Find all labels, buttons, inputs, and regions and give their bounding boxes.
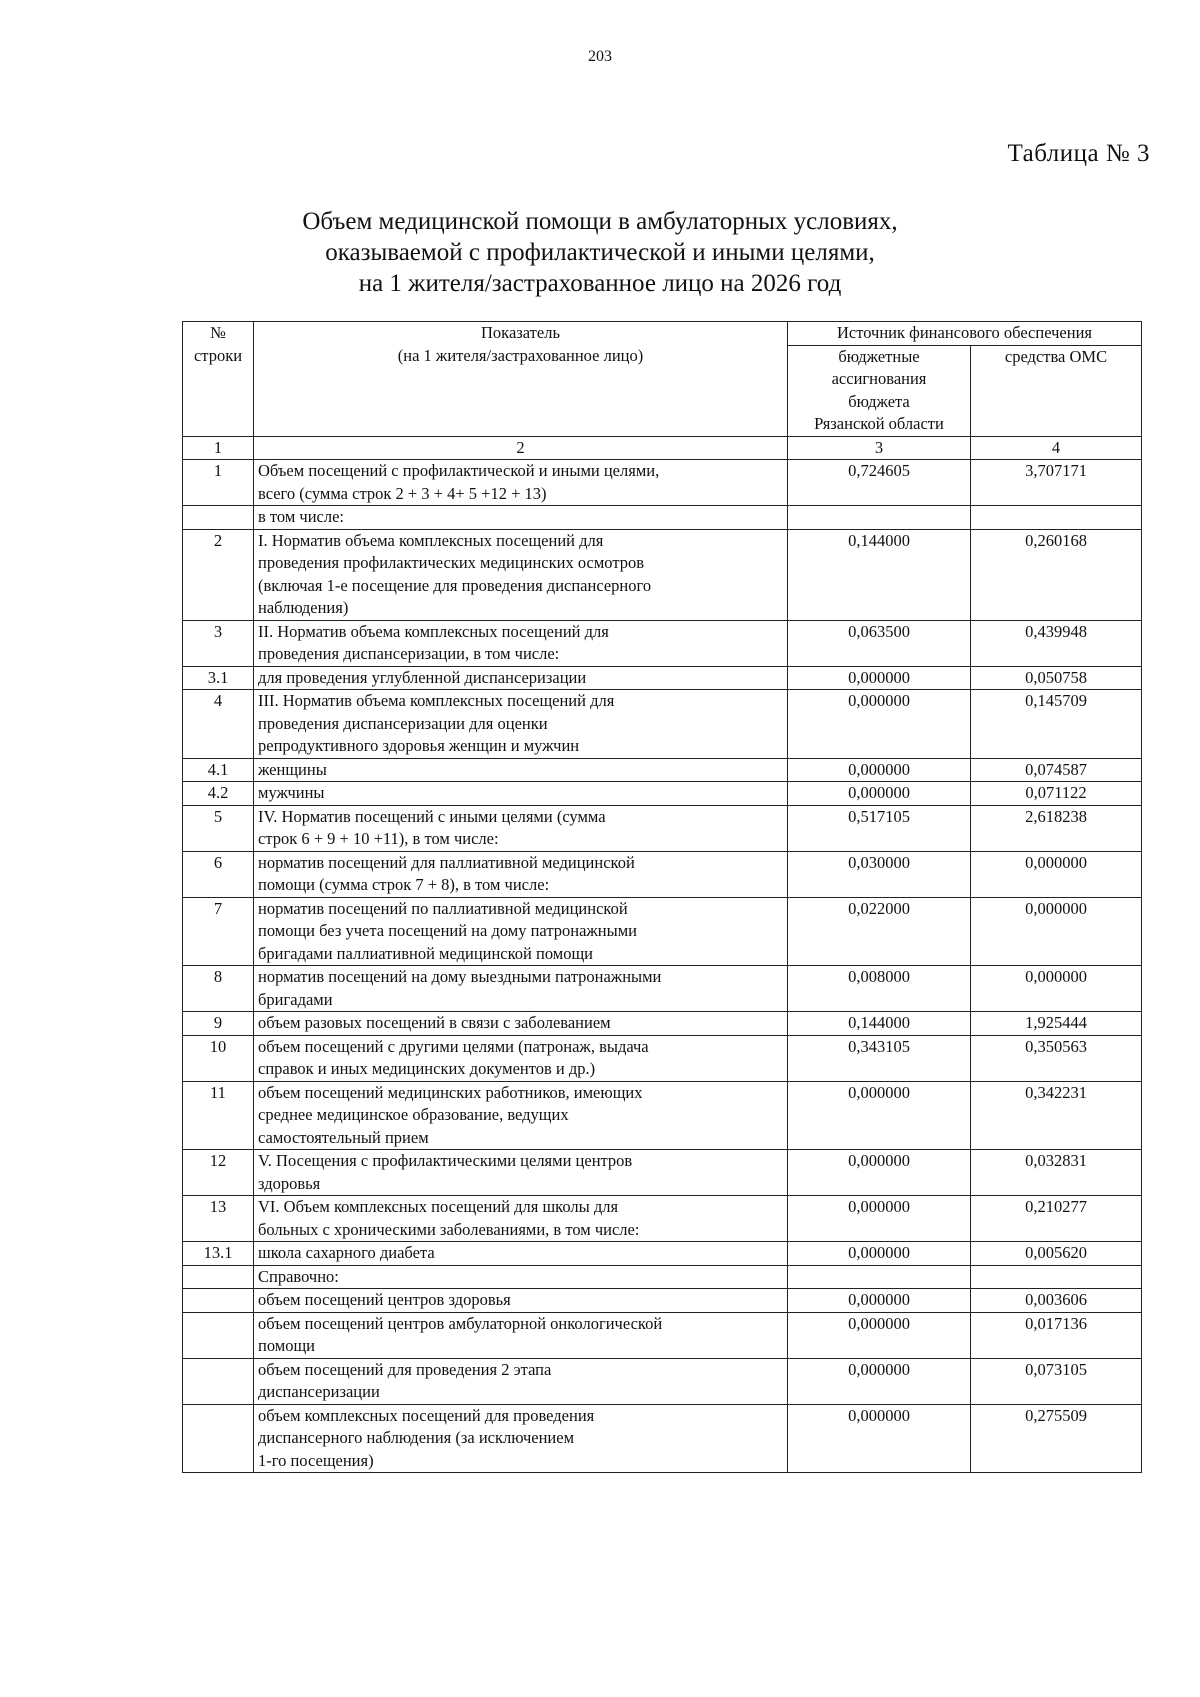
- indicator-cell: [254, 966, 788, 1012]
- indicator-text: Объем посещений с профилактической и иными целями,: [258, 461, 660, 480]
- row-number: 4.1: [183, 758, 254, 782]
- indicator-text: II. Норматив объема комплексных посещений для: [258, 621, 609, 641]
- budget-value: 0,000000: [788, 1150, 971, 1196]
- budget-value: 0,000000: [788, 1081, 971, 1150]
- row-number: 7: [183, 897, 254, 966]
- budget-value: 0,000000: [788, 758, 971, 782]
- table-row: [183, 1404, 1142, 1473]
- indicator-cell: [254, 782, 788, 806]
- oms-value: 0,439948: [971, 620, 1142, 666]
- header-funding-source: Источник финансового обеспечения: [788, 322, 1142, 346]
- row-number: [183, 1289, 254, 1313]
- row-number: [183, 1358, 254, 1404]
- indicator-text: объем посещений медицинских работников, имеющих: [258, 1082, 643, 1102]
- oms-value: 0,275509: [971, 1404, 1142, 1473]
- budget-value: 0,008000: [788, 966, 971, 1012]
- row-number: [183, 1404, 254, 1473]
- indicator-text: объем посещений центров амбулаторной онкологической: [258, 1313, 663, 1333]
- indicator-text: Справочно:: [258, 1266, 339, 1286]
- indicator-text: норматив посещений на дому выездными патронажными: [258, 967, 662, 986]
- budget-value: [788, 506, 971, 530]
- indicator-cell: [254, 851, 788, 897]
- table-row: [183, 966, 1142, 1012]
- table-row: [183, 1312, 1142, 1358]
- budget-value: 0,000000: [788, 690, 971, 759]
- oms-value: 0,071122: [971, 782, 1142, 806]
- row-number: 13: [183, 1196, 254, 1242]
- title-line: оказываемой с профилактической и иными целями,: [325, 239, 875, 266]
- header-text: бюджетные: [838, 346, 920, 366]
- row-number: [183, 1265, 254, 1289]
- indicator-text: для проведения углубленной диспансеризации: [258, 667, 587, 687]
- table-row: [183, 460, 1142, 506]
- indicator-cell: [254, 460, 788, 506]
- budget-value: 0,343105: [788, 1035, 971, 1081]
- column-number-row: [183, 436, 1142, 460]
- oms-value: 0,073105: [971, 1358, 1142, 1404]
- budget-value: 0,000000: [788, 1404, 971, 1473]
- row-number: 4.2: [183, 782, 254, 806]
- indicator-text: наблюдения): [258, 598, 349, 617]
- table-row: [183, 1150, 1142, 1196]
- row-number: 4: [183, 690, 254, 759]
- table-body: [183, 460, 1142, 1473]
- table-row: [183, 1035, 1142, 1081]
- table-row: [183, 529, 1142, 620]
- table-row: [183, 620, 1142, 666]
- indicator-text: женщины: [258, 759, 327, 779]
- title-line: Объем медицинской помощи в амбулаторных условиях,: [302, 208, 898, 235]
- indicator-cell: [254, 805, 788, 851]
- table-row: [183, 805, 1142, 851]
- oms-value: 2,618238: [971, 805, 1142, 851]
- oms-value: 0,350563: [971, 1035, 1142, 1081]
- row-number: 6: [183, 851, 254, 897]
- indicator-cell: [254, 1150, 788, 1196]
- table-row: [183, 1265, 1142, 1289]
- indicator-text: проведения профилактических медицинских осмотров: [258, 553, 645, 572]
- oms-value: [971, 506, 1142, 530]
- row-number: 8: [183, 966, 254, 1012]
- oms-value: 0,260168: [971, 529, 1142, 620]
- volume-table: [182, 321, 1142, 1473]
- row-number: 1: [183, 460, 254, 506]
- row-number: 2: [183, 529, 254, 620]
- oms-value: 0,000000: [971, 897, 1142, 966]
- indicator-text: проведения диспансеризации, в том числе:: [258, 644, 560, 663]
- table-row: [183, 690, 1142, 759]
- table-row: [183, 1012, 1142, 1036]
- indicator-text: мужчины: [258, 783, 325, 802]
- oms-value: 0,342231: [971, 1081, 1142, 1150]
- budget-value: 0,000000: [788, 1289, 971, 1313]
- table-row: [183, 506, 1142, 530]
- budget-value: 0,000000: [788, 1312, 971, 1358]
- budget-value: 0,000000: [788, 1242, 971, 1266]
- indicator-cell: [254, 897, 788, 966]
- budget-value: 0,030000: [788, 851, 971, 897]
- indicator-text: среднее медицинское образование, ведущих: [258, 1105, 569, 1124]
- budget-value: 0,724605: [788, 460, 971, 506]
- row-number: 3.1: [183, 666, 254, 690]
- indicator-text: помощи без учета посещений на дому патронажными: [258, 921, 637, 940]
- row-number: [183, 506, 254, 530]
- table-row: [183, 897, 1142, 966]
- indicator-text: всего (сумма строк 2 + 3 + 4+ 5 +12 + 13): [258, 483, 547, 503]
- row-number: 5: [183, 805, 254, 851]
- indicator-text: норматив посещений для паллиативной медицинской: [258, 852, 635, 872]
- budget-value: 0,517105: [788, 805, 971, 851]
- indicator-cell: [254, 506, 788, 530]
- indicator-cell: [254, 1081, 788, 1150]
- indicator-text: VI. Объем комплексных посещений для школы для: [258, 1197, 619, 1216]
- column-number: 1: [183, 436, 254, 460]
- column-number: 4: [971, 436, 1142, 460]
- header-text: ассигнования: [831, 369, 927, 388]
- oms-value: 0,050758: [971, 666, 1142, 690]
- indicator-cell: [254, 758, 788, 782]
- row-number: 12: [183, 1150, 254, 1196]
- table-row: [183, 1081, 1142, 1150]
- indicator-text: здоровья: [258, 1173, 321, 1193]
- table-number: Таблица № 3: [1007, 140, 1150, 167]
- indicator-text: объем посещений для проведения 2 этапа: [258, 1359, 552, 1379]
- indicator-text: помощи (сумма строк 7 + 8), в том числе:: [258, 875, 550, 894]
- header-oms: средства ОМС: [971, 345, 1142, 436]
- indicator-text: III. Норматив объема комплексных посещений для: [258, 691, 615, 710]
- indicator-cell: [254, 1035, 788, 1081]
- row-number: 11: [183, 1081, 254, 1150]
- indicator-cell: [254, 690, 788, 759]
- indicator-text: больных с хроническими заболеваниями, в том числе:: [258, 1219, 640, 1239]
- indicator-text: бригадами: [258, 989, 333, 1009]
- table-row: [183, 1196, 1142, 1242]
- oms-value: 0,000000: [971, 966, 1142, 1012]
- budget-value: 0,144000: [788, 1012, 971, 1036]
- indicator-text: школа сахарного диабета: [258, 1243, 435, 1262]
- table-row: [183, 758, 1142, 782]
- indicator-cell: [254, 1312, 788, 1358]
- row-number: 9: [183, 1012, 254, 1036]
- oms-value: 0,000000: [971, 851, 1142, 897]
- indicator-text: бригадами паллиативной медицинской помощи: [258, 943, 594, 963]
- oms-value: 1,925444: [971, 1012, 1142, 1036]
- header-text: бюджета: [848, 391, 910, 411]
- indicator-text: объем комплексных посещений для проведения: [258, 1405, 595, 1425]
- header-text: Показатель: [481, 323, 560, 342]
- indicator-text: самостоятельный прием: [258, 1127, 429, 1147]
- budget-value: 0,000000: [788, 1358, 971, 1404]
- indicator-text: IV. Норматив посещений с иными целями (сумма: [258, 806, 606, 826]
- table-row: [183, 1358, 1142, 1404]
- oms-value: [971, 1265, 1142, 1289]
- oms-value: 0,145709: [971, 690, 1142, 759]
- table-row: [183, 782, 1142, 806]
- header-row-number: [183, 322, 254, 437]
- budget-value: 0,000000: [788, 782, 971, 806]
- budget-value: 0,144000: [788, 529, 971, 620]
- document-title: [0, 206, 1200, 299]
- column-number: 3: [788, 436, 971, 460]
- table-row: [183, 666, 1142, 690]
- indicator-cell: [254, 1012, 788, 1036]
- row-number: 13.1: [183, 1242, 254, 1266]
- indicator-cell: [254, 1289, 788, 1313]
- indicator-text: I. Норматив объема комплексных посещений для: [258, 530, 604, 550]
- indicator-text: диспансеризации: [258, 1382, 380, 1401]
- table-row: [183, 1289, 1142, 1313]
- oms-value: 0,074587: [971, 758, 1142, 782]
- table-header-row: [183, 322, 1142, 346]
- oms-value: 0,210277: [971, 1196, 1142, 1242]
- header-text: (на 1 жителя/застрахованное лицо): [397, 345, 644, 365]
- title-line: на 1 жителя/застрахованное лицо на 2026 год: [358, 270, 842, 297]
- row-number: [183, 1312, 254, 1358]
- indicator-cell: [254, 1196, 788, 1242]
- indicator-text: справок и иных медицинских документов и др.): [258, 1059, 596, 1078]
- indicator-cell: [254, 1265, 788, 1289]
- indicator-text: репродуктивного здоровья женщин и мужчин: [258, 736, 580, 755]
- indicator-cell: [254, 620, 788, 666]
- oms-value: 0,017136: [971, 1312, 1142, 1358]
- table-row: [183, 1242, 1142, 1266]
- oms-value: 0,032831: [971, 1150, 1142, 1196]
- indicator-cell: [254, 529, 788, 620]
- row-number: 10: [183, 1035, 254, 1081]
- indicator-text: V. Посещения с профилактическими целями центров: [258, 1151, 633, 1170]
- budget-value: 0,000000: [788, 1196, 971, 1242]
- header-text: №: [210, 323, 226, 342]
- oms-value: 0,005620: [971, 1242, 1142, 1266]
- indicator-text: строк 6 + 9 + 10 +11), в том числе:: [258, 829, 499, 848]
- indicator-text: проведения диспансеризации для оценки: [258, 713, 548, 733]
- oms-value: 0,003606: [971, 1289, 1142, 1313]
- indicator-cell: [254, 1242, 788, 1266]
- indicator-text: объем разовых посещений в связи с заболеванием: [258, 1013, 611, 1032]
- budget-value: 0,063500: [788, 620, 971, 666]
- oms-value: 3,707171: [971, 460, 1142, 506]
- header-text: Рязанской области: [814, 414, 944, 433]
- indicator-text: 1-го посещения): [258, 1450, 374, 1470]
- indicator-text: норматив посещений по паллиативной медицинской: [258, 898, 628, 918]
- indicator-text: объем посещений центров здоровья: [258, 1290, 511, 1309]
- column-number: 2: [254, 436, 788, 460]
- indicator-text: диспансерного наблюдения (за исключением: [258, 1428, 575, 1447]
- page-number: 203: [588, 48, 612, 65]
- table-row: [183, 851, 1142, 897]
- header-budget: [788, 345, 971, 436]
- indicator-text: помощи: [258, 1336, 315, 1355]
- indicator-cell: [254, 1404, 788, 1473]
- header-indicator: [254, 322, 788, 437]
- indicator-text: в том числе:: [258, 507, 345, 526]
- indicator-text: объем посещений с другими целями (патронаж, выдача: [258, 1036, 649, 1056]
- budget-value: 0,000000: [788, 666, 971, 690]
- row-number: 3: [183, 620, 254, 666]
- indicator-cell: [254, 666, 788, 690]
- indicator-text: (включая 1-е посещение для проведения диспансерного: [258, 575, 652, 595]
- header-text: строки: [193, 345, 243, 365]
- budget-value: [788, 1265, 971, 1289]
- indicator-cell: [254, 1358, 788, 1404]
- budget-value: 0,022000: [788, 897, 971, 966]
